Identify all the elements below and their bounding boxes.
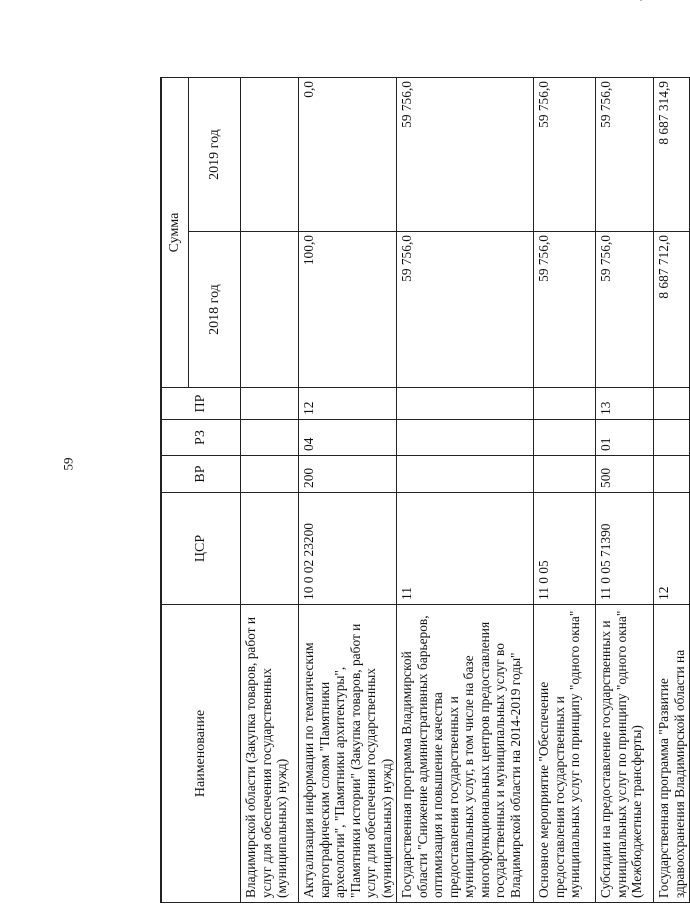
cell-2019 bbox=[241, 78, 299, 232]
scan-artifact bbox=[640, 0, 642, 1]
cell-2019: 8 687 314,9 bbox=[654, 78, 690, 232]
cell-pr: 12 bbox=[299, 388, 397, 420]
cell-name: Государственная программа Владимирской области "Снижение административных барьеров, оптимизация и повышение качества предоставления государственных и муниципальных услуг, в том числе на базе многофункциональных центров предоставления государственных и муниципальных услуг во Владимирской области на 2014-2019 годы" bbox=[397, 605, 534, 903]
cell-rz bbox=[534, 420, 596, 456]
page-number: 59 bbox=[60, 457, 76, 471]
cell-rz: 04 bbox=[299, 420, 397, 456]
header-name: Наименование bbox=[162, 605, 241, 903]
cell-2019: 59 756,0 bbox=[534, 78, 596, 232]
cell-name: Государственная программа "Развитие здравоохранения Владимирской области на bbox=[654, 605, 690, 903]
cell-csr: 11 bbox=[397, 493, 534, 605]
header-2019: 2019 год bbox=[189, 78, 241, 232]
cell-name: Субсидии на предоставление государственных и муниципальных услуг по принципу "одного окна" (Межбюджетные трансферты) bbox=[596, 605, 654, 903]
cell-pr: 13 bbox=[596, 388, 654, 420]
cell-rz bbox=[397, 420, 534, 456]
cell-pr bbox=[241, 388, 299, 420]
cell-csr: 11 0 05 71390 bbox=[596, 493, 654, 605]
cell-vr bbox=[654, 456, 690, 493]
cell-name: Актуализация информации по тематическим картографическим слоям "Памятники археологии", "Памятники архитектуры", "Памятники истории" (Закупка товаров, работ и услуг для обеспечения государственных (муниципальных) нужд) bbox=[299, 605, 397, 903]
cell-csr: 10 0 02 23200 bbox=[299, 493, 397, 605]
cell-pr bbox=[654, 388, 690, 420]
cell-2019: 0,0 bbox=[299, 78, 397, 232]
cell-csr bbox=[241, 493, 299, 605]
cell-rz bbox=[241, 420, 299, 456]
cell-2019: 59 756,0 bbox=[596, 78, 654, 232]
cell-vr: 200 bbox=[299, 456, 397, 493]
cell-2018: 59 756,0 bbox=[596, 232, 654, 388]
cell-pr bbox=[397, 388, 534, 420]
rotated-table-container bbox=[161, 78, 687, 903]
cell-2019: 59 756,0 bbox=[397, 78, 534, 232]
cell-2018 bbox=[241, 232, 299, 388]
table-row bbox=[397, 78, 534, 903]
cell-csr: 12 bbox=[654, 493, 690, 605]
cell-rz bbox=[654, 420, 690, 456]
cell-pr bbox=[534, 388, 596, 420]
header-rz: РЗ bbox=[162, 420, 241, 456]
budget-table bbox=[161, 77, 690, 903]
cell-csr: 11 0 05 bbox=[534, 493, 596, 605]
table-row bbox=[241, 78, 299, 903]
header-sum: Сумма bbox=[162, 78, 189, 388]
cell-name: Владимирской области (Закупка товаров, работ и услуг для обеспечения государственных (муниципальных) нужд) bbox=[241, 605, 299, 903]
cell-2018: 8 687 712,0 bbox=[654, 232, 690, 388]
header-vr: ВР bbox=[162, 456, 241, 493]
table-row bbox=[534, 78, 596, 903]
cell-name: Основное мероприятие "Обеспечение предоставления государственных и муниципальных услуг по принципу "одного окна" bbox=[534, 605, 596, 903]
header-row bbox=[162, 78, 189, 903]
table-frame bbox=[160, 77, 687, 903]
cell-rz: 01 bbox=[596, 420, 654, 456]
table-row bbox=[596, 78, 654, 903]
table-row bbox=[299, 78, 397, 903]
cell-2018: 59 756,0 bbox=[397, 232, 534, 388]
cell-vr bbox=[534, 456, 596, 493]
cell-2018: 100,0 bbox=[299, 232, 397, 388]
cell-2018: 59 756,0 bbox=[534, 232, 596, 388]
header-csr: ЦСР bbox=[162, 493, 241, 605]
cell-vr bbox=[241, 456, 299, 493]
cell-vr bbox=[397, 456, 534, 493]
cell-vr: 500 bbox=[596, 456, 654, 493]
table-row bbox=[654, 78, 690, 903]
header-pr: ПР bbox=[162, 388, 241, 420]
header-2018: 2018 год bbox=[189, 232, 241, 388]
